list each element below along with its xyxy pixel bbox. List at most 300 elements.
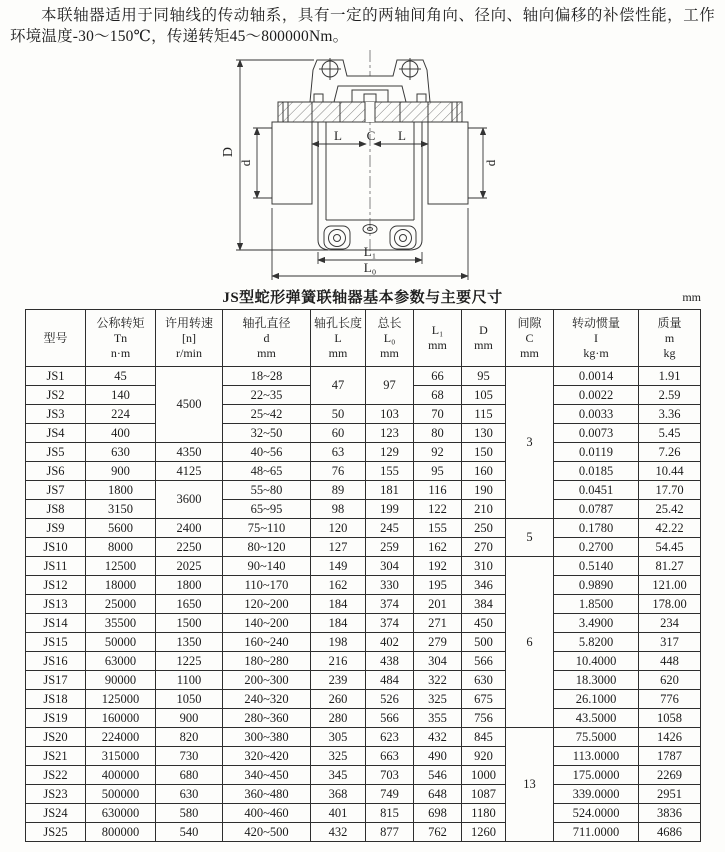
cell-l1: 279 (414, 633, 462, 652)
cell-total_length: 181 (366, 481, 414, 500)
cell-l1: 155 (414, 519, 462, 538)
cell-bore_length: 345 (311, 766, 366, 785)
cell-model: JS16 (26, 652, 86, 671)
cell-bore_length: 432 (311, 823, 366, 842)
cell-outer_diameter: 210 (462, 500, 506, 519)
cell-model: JS2 (26, 386, 86, 405)
cell-total_length: 97 (366, 367, 414, 405)
col-header-torque: 公称转矩 Tn n·m (86, 310, 156, 367)
cell-bore_diameter: 80~120 (223, 538, 311, 557)
dim-label-L1: L₁ (363, 244, 377, 259)
cell-outer_diameter: 130 (462, 424, 506, 443)
cell-bore_diameter: 240~320 (223, 690, 311, 709)
cell-l1: 648 (414, 785, 462, 804)
cell-speed: 1500 (156, 614, 223, 633)
cell-inertia: 43.5000 (554, 709, 639, 728)
cell-speed: 1050 (156, 690, 223, 709)
cell-bore_diameter: 22~35 (223, 386, 311, 405)
cell-model: JS5 (26, 443, 86, 462)
cell-bore_diameter: 160~240 (223, 633, 311, 652)
cell-model: JS25 (26, 823, 86, 842)
cell-model: JS20 (26, 728, 86, 747)
cell-inertia: 0.9890 (554, 576, 639, 595)
cell-bore_diameter: 65~95 (223, 500, 311, 519)
cell-torque: 800000 (86, 823, 156, 842)
cell-torque: 90000 (86, 671, 156, 690)
spec-table-header (26, 310, 701, 367)
cell-speed: 4125 (156, 462, 223, 481)
table-row (26, 481, 701, 500)
cell-l1: 546 (414, 766, 462, 785)
cell-l1: 698 (414, 804, 462, 823)
cell-total_length: 155 (366, 462, 414, 481)
cell-inertia: 113.0000 (554, 747, 639, 766)
cell-model: JS7 (26, 481, 86, 500)
table-row (26, 405, 701, 424)
cell-inertia: 0.1780 (554, 519, 639, 538)
cell-bore_diameter: 280~360 (223, 709, 311, 728)
cell-bore_length: 198 (311, 633, 366, 652)
spec-table-body (26, 367, 701, 842)
cell-l1: 304 (414, 652, 462, 671)
cell-bore_diameter: 75~110 (223, 519, 311, 538)
table-row (26, 804, 701, 823)
cell-bore_length: 260 (311, 690, 366, 709)
col-header-gap: 间隙 C mm (506, 310, 554, 367)
cell-l1: 322 (414, 671, 462, 690)
cell-mass: 178.00 (639, 595, 701, 614)
cell-torque: 160000 (86, 709, 156, 728)
cell-torque: 18000 (86, 576, 156, 595)
cell-speed: 1650 (156, 595, 223, 614)
cell-l1: 325 (414, 690, 462, 709)
table-row (26, 709, 701, 728)
cell-bore_length: 216 (311, 652, 366, 671)
cell-mass: 7.26 (639, 443, 701, 462)
cell-model: JS15 (26, 633, 86, 652)
cell-model: JS18 (26, 690, 86, 709)
table-row (26, 671, 701, 690)
cell-outer_diameter: 384 (462, 595, 506, 614)
cell-total_length: 103 (366, 405, 414, 424)
cell-torque: 400 (86, 424, 156, 443)
cell-total_length: 374 (366, 614, 414, 633)
cell-total_length: 129 (366, 443, 414, 462)
cell-bore_diameter: 420~500 (223, 823, 311, 842)
cell-inertia: 0.0787 (554, 500, 639, 519)
cell-inertia: 0.0185 (554, 462, 639, 481)
table-row (26, 823, 701, 842)
cell-inertia: 0.0119 (554, 443, 639, 462)
cell-bore_diameter: 48~65 (223, 462, 311, 481)
cell-bore_diameter: 90~140 (223, 557, 311, 576)
cell-mass: 1058 (639, 709, 701, 728)
col-header-bore_diameter: 轴孔直径 d mm (223, 310, 311, 367)
cell-torque: 63000 (86, 652, 156, 671)
cell-mass: 42.22 (639, 519, 701, 538)
cell-mass: 3.36 (639, 405, 701, 424)
cell-total_length: 199 (366, 500, 414, 519)
cell-inertia: 18.3000 (554, 671, 639, 690)
cell-model: JS9 (26, 519, 86, 538)
cell-bore_length: 127 (311, 538, 366, 557)
header-row (26, 310, 701, 367)
cell-model: JS4 (26, 424, 86, 443)
cell-torque: 630 (86, 443, 156, 462)
table-row (26, 785, 701, 804)
cell-inertia: 175.0000 (554, 766, 639, 785)
cell-mass: 2951 (639, 785, 701, 804)
cell-model: JS13 (26, 595, 86, 614)
table-row (26, 576, 701, 595)
cell-inertia: 0.2700 (554, 538, 639, 557)
cell-torque: 400000 (86, 766, 156, 785)
cell-outer_diameter: 346 (462, 576, 506, 595)
cell-bore_length: 280 (311, 709, 366, 728)
cell-model: JS12 (26, 576, 86, 595)
cell-speed: 680 (156, 766, 223, 785)
table-row (26, 614, 701, 633)
dim-label-C: C (366, 128, 376, 143)
cell-bore_length: 120 (311, 519, 366, 538)
cell-model: JS17 (26, 671, 86, 690)
cell-total_length: 815 (366, 804, 414, 823)
bolt-hole-icon (395, 230, 412, 247)
cell-mass: 5.45 (639, 424, 701, 443)
table-row (26, 519, 701, 538)
cell-torque: 35500 (86, 614, 156, 633)
cell-mass: 3836 (639, 804, 701, 823)
cell-outer_diameter: 105 (462, 386, 506, 405)
cell-outer_diameter: 115 (462, 405, 506, 424)
dim-label-L0: L₀ (363, 260, 377, 275)
cell-bore_diameter: 110~170 (223, 576, 311, 595)
cell-bore_diameter: 320~420 (223, 747, 311, 766)
cell-l1: 68 (414, 386, 462, 405)
cell-outer_diameter: 630 (462, 671, 506, 690)
cell-model: JS6 (26, 462, 86, 481)
cell-total_length: 330 (366, 576, 414, 595)
cell-total_length: 374 (366, 595, 414, 614)
cell-bore_diameter: 40~56 (223, 443, 311, 462)
cell-bore_diameter: 180~280 (223, 652, 311, 671)
cell-gap: 6 (506, 557, 554, 728)
cell-bore_length: 162 (311, 576, 366, 595)
cell-outer_diameter: 920 (462, 747, 506, 766)
cell-mass: 4686 (639, 823, 701, 842)
cell-model: JS10 (26, 538, 86, 557)
cell-bore_length: 305 (311, 728, 366, 747)
cell-gap: 13 (506, 728, 554, 842)
cell-l1: 201 (414, 595, 462, 614)
cell-model: JS21 (26, 747, 86, 766)
cell-speed: 4500 (156, 367, 223, 443)
cell-l1: 192 (414, 557, 462, 576)
cell-torque: 50000 (86, 633, 156, 652)
cell-speed: 1350 (156, 633, 223, 652)
cell-mass: 620 (639, 671, 701, 690)
cell-speed: 4350 (156, 443, 223, 462)
cell-bore_length: 50 (311, 405, 366, 424)
col-header-inertia: 转动惯量 I kg·m (554, 310, 639, 367)
cell-mass: 1426 (639, 728, 701, 747)
cell-mass: 448 (639, 652, 701, 671)
cell-bore_length: 325 (311, 747, 366, 766)
table-row (26, 728, 701, 747)
dim-label-D: D (221, 146, 236, 158)
cell-outer_diameter: 190 (462, 481, 506, 500)
cell-l1: 95 (414, 462, 462, 481)
cell-inertia: 524.0000 (554, 804, 639, 823)
cell-l1: 116 (414, 481, 462, 500)
cell-l1: 70 (414, 405, 462, 424)
cell-total_length: 259 (366, 538, 414, 557)
cell-l1: 355 (414, 709, 462, 728)
cell-bore_length: 76 (311, 462, 366, 481)
cell-speed: 3600 (156, 481, 223, 519)
bolt-hole-icon (329, 230, 346, 247)
table-title-row (0, 286, 725, 306)
cell-mass: 25.42 (639, 500, 701, 519)
cell-inertia: 0.0033 (554, 405, 639, 424)
cell-torque: 140 (86, 386, 156, 405)
cell-inertia: 339.0000 (554, 785, 639, 804)
cell-torque: 500000 (86, 785, 156, 804)
cell-outer_diameter: 270 (462, 538, 506, 557)
cell-bore_length: 184 (311, 595, 366, 614)
table-row (26, 367, 701, 386)
cell-inertia: 1.8500 (554, 595, 639, 614)
cell-mass: 121.00 (639, 576, 701, 595)
cell-inertia: 75.5000 (554, 728, 639, 747)
cell-mass: 776 (639, 690, 701, 709)
table-row (26, 595, 701, 614)
cell-bore_length: 89 (311, 481, 366, 500)
cell-bore_length: 184 (311, 614, 366, 633)
cell-bore_diameter: 18~28 (223, 367, 311, 386)
cell-outer_diameter: 310 (462, 557, 506, 576)
dim-label-d-left: d (238, 159, 253, 167)
col-header-speed: 许用转速 [n] r/min (156, 310, 223, 367)
cell-mass: 234 (639, 614, 701, 633)
cell-bore_length: 47 (311, 367, 366, 405)
cell-bore_length: 98 (311, 500, 366, 519)
cell-outer_diameter: 150 (462, 443, 506, 462)
cell-bore_diameter: 25~42 (223, 405, 311, 424)
intro-paragraph: 本联轴器适用于同轴线的传动轴系，具有一定的两轴间角向、径向、轴向偏移的补偿性能，工作环境温度-30～150℃，传递转矩45～800000Nm。 (10, 7, 715, 45)
cell-bore_diameter: 200~300 (223, 671, 311, 690)
cell-outer_diameter: 160 (462, 462, 506, 481)
table-row (26, 652, 701, 671)
coupling-diagram (0, 48, 725, 284)
cell-total_length: 566 (366, 709, 414, 728)
cell-speed: 2400 (156, 519, 223, 538)
cell-l1: 122 (414, 500, 462, 519)
cell-total_length: 484 (366, 671, 414, 690)
cell-mass: 81.27 (639, 557, 701, 576)
cell-inertia: 0.5140 (554, 557, 639, 576)
cell-total_length: 526 (366, 690, 414, 709)
table-row (26, 443, 701, 462)
cell-total_length: 245 (366, 519, 414, 538)
table-row (26, 538, 701, 557)
col-header-outer_diameter: D mm (462, 310, 506, 367)
cell-l1: 432 (414, 728, 462, 747)
cell-mass: 54.45 (639, 538, 701, 557)
cell-speed: 900 (156, 709, 223, 728)
cell-bore_diameter: 340~450 (223, 766, 311, 785)
cell-model: JS24 (26, 804, 86, 823)
cell-model: JS14 (26, 614, 86, 633)
cell-outer_diameter: 1087 (462, 785, 506, 804)
cell-mass: 1787 (639, 747, 701, 766)
cell-speed: 820 (156, 728, 223, 747)
col-header-l1: L₁ mm (414, 310, 462, 367)
cell-outer_diameter: 756 (462, 709, 506, 728)
cell-bore_length: 239 (311, 671, 366, 690)
table-title: JS型蛇形弹簧联轴器基本参数与主要尺寸 (222, 290, 503, 306)
cell-total_length: 123 (366, 424, 414, 443)
top-cover (310, 58, 430, 102)
cell-bore_length: 401 (311, 804, 366, 823)
cell-l1: 66 (414, 367, 462, 386)
cell-inertia: 5.8200 (554, 633, 639, 652)
cell-mass: 10.44 (639, 462, 701, 481)
table-row (26, 557, 701, 576)
cell-model: JS8 (26, 500, 86, 519)
cell-outer_diameter: 675 (462, 690, 506, 709)
cell-speed: 540 (156, 823, 223, 842)
cell-total_length: 438 (366, 652, 414, 671)
cell-total_length: 749 (366, 785, 414, 804)
cell-bore_length: 60 (311, 424, 366, 443)
cell-speed: 1225 (156, 652, 223, 671)
cell-outer_diameter: 566 (462, 652, 506, 671)
cell-inertia: 3.4900 (554, 614, 639, 633)
cell-total_length: 703 (366, 766, 414, 785)
cell-total_length: 304 (366, 557, 414, 576)
cell-speed: 580 (156, 804, 223, 823)
cell-outer_diameter: 450 (462, 614, 506, 633)
cell-outer_diameter: 1000 (462, 766, 506, 785)
cell-gap: 5 (506, 519, 554, 557)
cell-l1: 271 (414, 614, 462, 633)
cell-mass: 317 (639, 633, 701, 652)
cell-l1: 195 (414, 576, 462, 595)
cell-l1: 80 (414, 424, 462, 443)
cell-torque: 224 (86, 405, 156, 424)
cell-torque: 5600 (86, 519, 156, 538)
table-row (26, 690, 701, 709)
dim-label-L-left: L (334, 128, 342, 143)
cell-torque: 315000 (86, 747, 156, 766)
cell-inertia: 0.0014 (554, 367, 639, 386)
cell-model: JS1 (26, 367, 86, 386)
cell-speed: 630 (156, 785, 223, 804)
dim-label-d-right: d (483, 159, 498, 167)
cell-model: JS23 (26, 785, 86, 804)
cell-torque: 3150 (86, 500, 156, 519)
cell-bore_diameter: 32~50 (223, 424, 311, 443)
cell-bore_length: 368 (311, 785, 366, 804)
cell-l1: 162 (414, 538, 462, 557)
cell-torque: 900 (86, 462, 156, 481)
col-header-total_length: 总长 L₀ mm (366, 310, 414, 367)
table-row (26, 424, 701, 443)
cell-speed: 730 (156, 747, 223, 766)
cell-total_length: 623 (366, 728, 414, 747)
cell-outer_diameter: 1180 (462, 804, 506, 823)
cell-outer_diameter: 250 (462, 519, 506, 538)
cell-mass: 2.59 (639, 386, 701, 405)
cell-torque: 1800 (86, 481, 156, 500)
hub-right (428, 122, 468, 204)
cell-torque: 224000 (86, 728, 156, 747)
cell-torque: 630000 (86, 804, 156, 823)
cell-inertia: 0.0451 (554, 481, 639, 500)
cell-torque: 8000 (86, 538, 156, 557)
cell-mass: 1.91 (639, 367, 701, 386)
cell-inertia: 0.0022 (554, 386, 639, 405)
cell-l1: 92 (414, 443, 462, 462)
cell-outer_diameter: 845 (462, 728, 506, 747)
cell-bore_diameter: 120~200 (223, 595, 311, 614)
cell-l1: 490 (414, 747, 462, 766)
table-row (26, 633, 701, 652)
col-header-model: 型号 (26, 310, 86, 367)
cell-model: JS3 (26, 405, 86, 424)
cell-total_length: 402 (366, 633, 414, 652)
cell-speed: 1800 (156, 576, 223, 595)
col-header-bore_length: 轴孔长度 L mm (311, 310, 366, 367)
cell-bore_length: 149 (311, 557, 366, 576)
cell-bore_diameter: 300~380 (223, 728, 311, 747)
cell-inertia: 26.1000 (554, 690, 639, 709)
table-row (26, 500, 701, 519)
table-row (26, 462, 701, 481)
cell-mass: 2269 (639, 766, 701, 785)
dim-label-L-right: L (398, 128, 406, 143)
cell-bore_diameter: 55~80 (223, 481, 311, 500)
cell-outer_diameter: 500 (462, 633, 506, 652)
cell-bore_diameter: 400~460 (223, 804, 311, 823)
hub-left (272, 122, 312, 204)
table-row (26, 747, 701, 766)
cell-total_length: 663 (366, 747, 414, 766)
cell-speed: 2025 (156, 557, 223, 576)
cell-outer_diameter: 95 (462, 367, 506, 386)
cell-total_length: 877 (366, 823, 414, 842)
cell-model: JS22 (26, 766, 86, 785)
cell-torque: 25000 (86, 595, 156, 614)
cell-inertia: 0.0073 (554, 424, 639, 443)
col-header-mass: 质量 m kg (639, 310, 701, 367)
cell-mass: 17.70 (639, 481, 701, 500)
cell-gap: 3 (506, 367, 554, 519)
cell-inertia: 711.0000 (554, 823, 639, 842)
cell-l1: 762 (414, 823, 462, 842)
spec-table (25, 309, 701, 842)
cell-torque: 45 (86, 367, 156, 386)
cell-inertia: 10.4000 (554, 652, 639, 671)
cell-torque: 12500 (86, 557, 156, 576)
cell-model: JS11 (26, 557, 86, 576)
cell-speed: 1100 (156, 671, 223, 690)
cell-outer_diameter: 1260 (462, 823, 506, 842)
cell-bore_diameter: 360~480 (223, 785, 311, 804)
cell-bore_diameter: 140~200 (223, 614, 311, 633)
cell-torque: 125000 (86, 690, 156, 709)
